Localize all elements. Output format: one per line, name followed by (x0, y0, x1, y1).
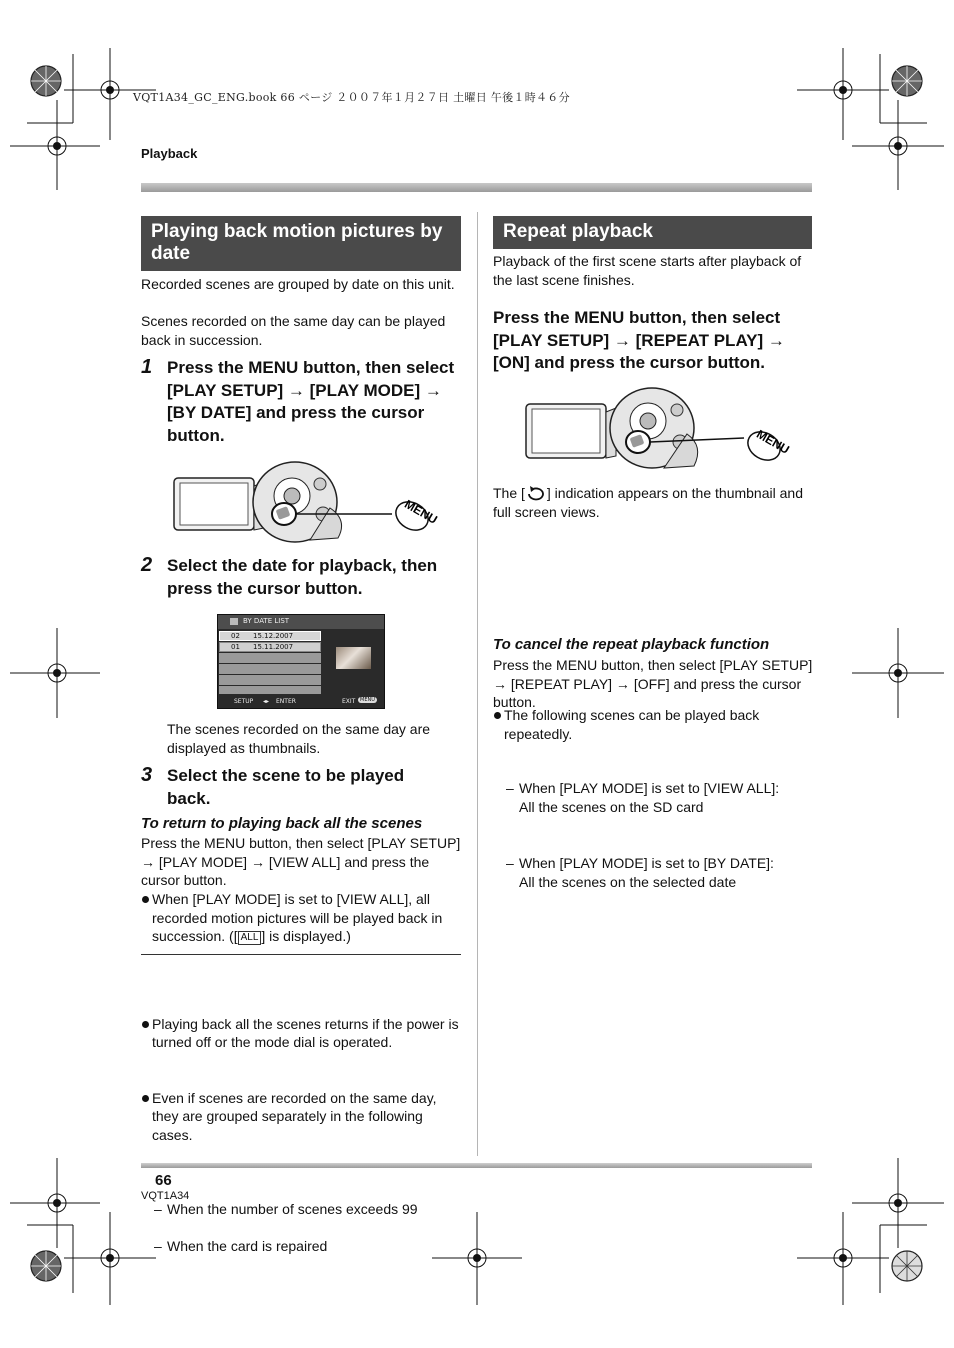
note-dash-2 (141, 1237, 461, 1256)
dash-glyph: – (506, 780, 514, 796)
repeat-intro: Playback of the first scene starts after playback of the last scene finishes. (493, 253, 802, 288)
by-date-list-screen (217, 614, 385, 709)
return-all-bullet (141, 890, 461, 946)
screen-title-bar (218, 615, 384, 629)
note-divider (141, 954, 461, 955)
right-section-banner: Repeat playback (493, 216, 812, 249)
left-intro-1: Recorded scenes are grouped by date on this unit. (141, 276, 455, 292)
section-label: Playback (141, 146, 198, 161)
thumbnail-photo (336, 647, 371, 669)
print-header: VQT1A34_GC_ENG.book 66 ページ ２００７年１月２７日 土曜日 午後１時４６分 (133, 91, 570, 104)
indication-pre: The [ (493, 485, 525, 501)
return-all-heading: To return to playing back all the scenes (141, 815, 423, 832)
camera-menu-illustration-repeat (522, 386, 792, 476)
repeat-dash-2-line-a: When [PLAY MODE] is set to [BY DATE]: (519, 855, 774, 871)
dash-glyph: – (154, 1237, 162, 1254)
date-row[interactable] (219, 642, 321, 652)
menu-button-label: MENU (402, 497, 440, 527)
return-bullet-tail: ] is displayed.) (261, 928, 351, 944)
repeat-icon (525, 486, 547, 501)
return-bullet-text: When [PLAY MODE] is set to [VIEW ALL], all recorded motion pictures will be played back in succession. ([ (152, 891, 443, 944)
model-code: VQT1A34 (141, 1190, 190, 1202)
repeat-bullet-1 (493, 706, 809, 743)
empty-row (219, 664, 321, 674)
date-row-index: 02 (231, 632, 240, 640)
note-bullet-1-text: Playing back all the scenes returns if the power is turned off or the mode dial is operated. (152, 1015, 459, 1050)
return-all-body: Press the MENU button, then select [PLAY SETUP] → [PLAY MODE] → [VIEW ALL] and press the cursor button. (141, 835, 461, 888)
note-bullet-2 (141, 1089, 463, 1145)
screen-footer (218, 696, 384, 708)
repeat-dash-1 (493, 779, 811, 816)
column-divider (477, 212, 478, 1156)
step-1-text: Press the MENU button, then select [PLAY SETUP] → [PLAY MODE] → [BY DATE] and press the cursor button. (167, 358, 455, 445)
note-bullet-1 (141, 1015, 463, 1052)
repeat-step-text: Press the MENU button, then select [PLAY SETUP] → [REPEAT PLAY] → [ON] and press the cursor button. (493, 308, 785, 372)
date-row-selected[interactable] (219, 631, 321, 641)
screen-title: BY DATE LIST (243, 617, 290, 625)
date-row-date: 15.11.2007 (253, 643, 294, 651)
cancel-repeat-body: Press the MENU button, then select [PLAY SETUP] → [REPEAT PLAY] → [OFF] and press the cursor button. (493, 657, 813, 710)
cursor-icon: ◂▸ (263, 698, 270, 705)
bottom-rule (141, 1163, 812, 1168)
step-3-text: Select the scene to be played back. (167, 766, 405, 808)
note-dash-2-text: When the card is repaired (167, 1237, 328, 1254)
step-2-note: The scenes recorded on the same day are displayed as thumbnails. (167, 721, 431, 756)
empty-row (219, 686, 321, 694)
date-row-index: 01 (231, 643, 240, 651)
date-row-date: 15.12.2007 (253, 632, 294, 640)
repeat-dash-1-line-b: All the scenes on the SD card (519, 798, 704, 815)
note-dash-1 (141, 1200, 461, 1219)
camera-menu-illustration (170, 458, 440, 546)
step-2-text: Select the date for playback, then press the cursor button. (167, 556, 438, 598)
top-rule (141, 183, 812, 192)
note-dash-1-text: When the number of scenes exceeds 99 (167, 1201, 418, 1217)
repeat-bullet-1-text: The following scenes can be played back repeatedly. (504, 707, 760, 742)
menu-button-label: MENU (754, 427, 792, 457)
repeat-indication-text (493, 484, 809, 521)
repeat-dash-1-line-a: When [PLAY MODE] is set to [VIEW ALL]: (519, 780, 780, 796)
footer-setup: SETUP (234, 698, 254, 705)
footer-exit: EXIT (342, 698, 356, 705)
empty-row (219, 653, 321, 663)
step-3-number: 3 (141, 764, 153, 786)
empty-row (219, 675, 321, 685)
menu-badge: MENU (360, 697, 375, 703)
left-section-banner: Playing back motion pictures by date (141, 216, 461, 271)
note-bullet-2-text: Even if scenes are recorded on the same day, they are grouped separately in the following cases. (152, 1089, 437, 1143)
repeat-dash-2 (493, 854, 811, 891)
step-1-number: 1 (141, 356, 153, 378)
dash-glyph: – (506, 855, 514, 871)
page-number: 66 (155, 1172, 172, 1189)
all-badge: ALL (238, 931, 262, 945)
repeat-dash-2-line-b: All the scenes on the selected date (519, 873, 737, 890)
footer-enter: ENTER (276, 698, 296, 705)
cancel-repeat-heading: To cancel the repeat playback function (493, 636, 770, 653)
step-2-number: 2 (141, 554, 153, 576)
date-list-icon (230, 618, 238, 625)
dash-glyph: – (154, 1201, 162, 1217)
indication-post: ] indication appears on the thumbnail and full screen views. (493, 485, 803, 520)
left-intro-2: Scenes recorded on the same day can be played back in succession. (141, 313, 446, 348)
